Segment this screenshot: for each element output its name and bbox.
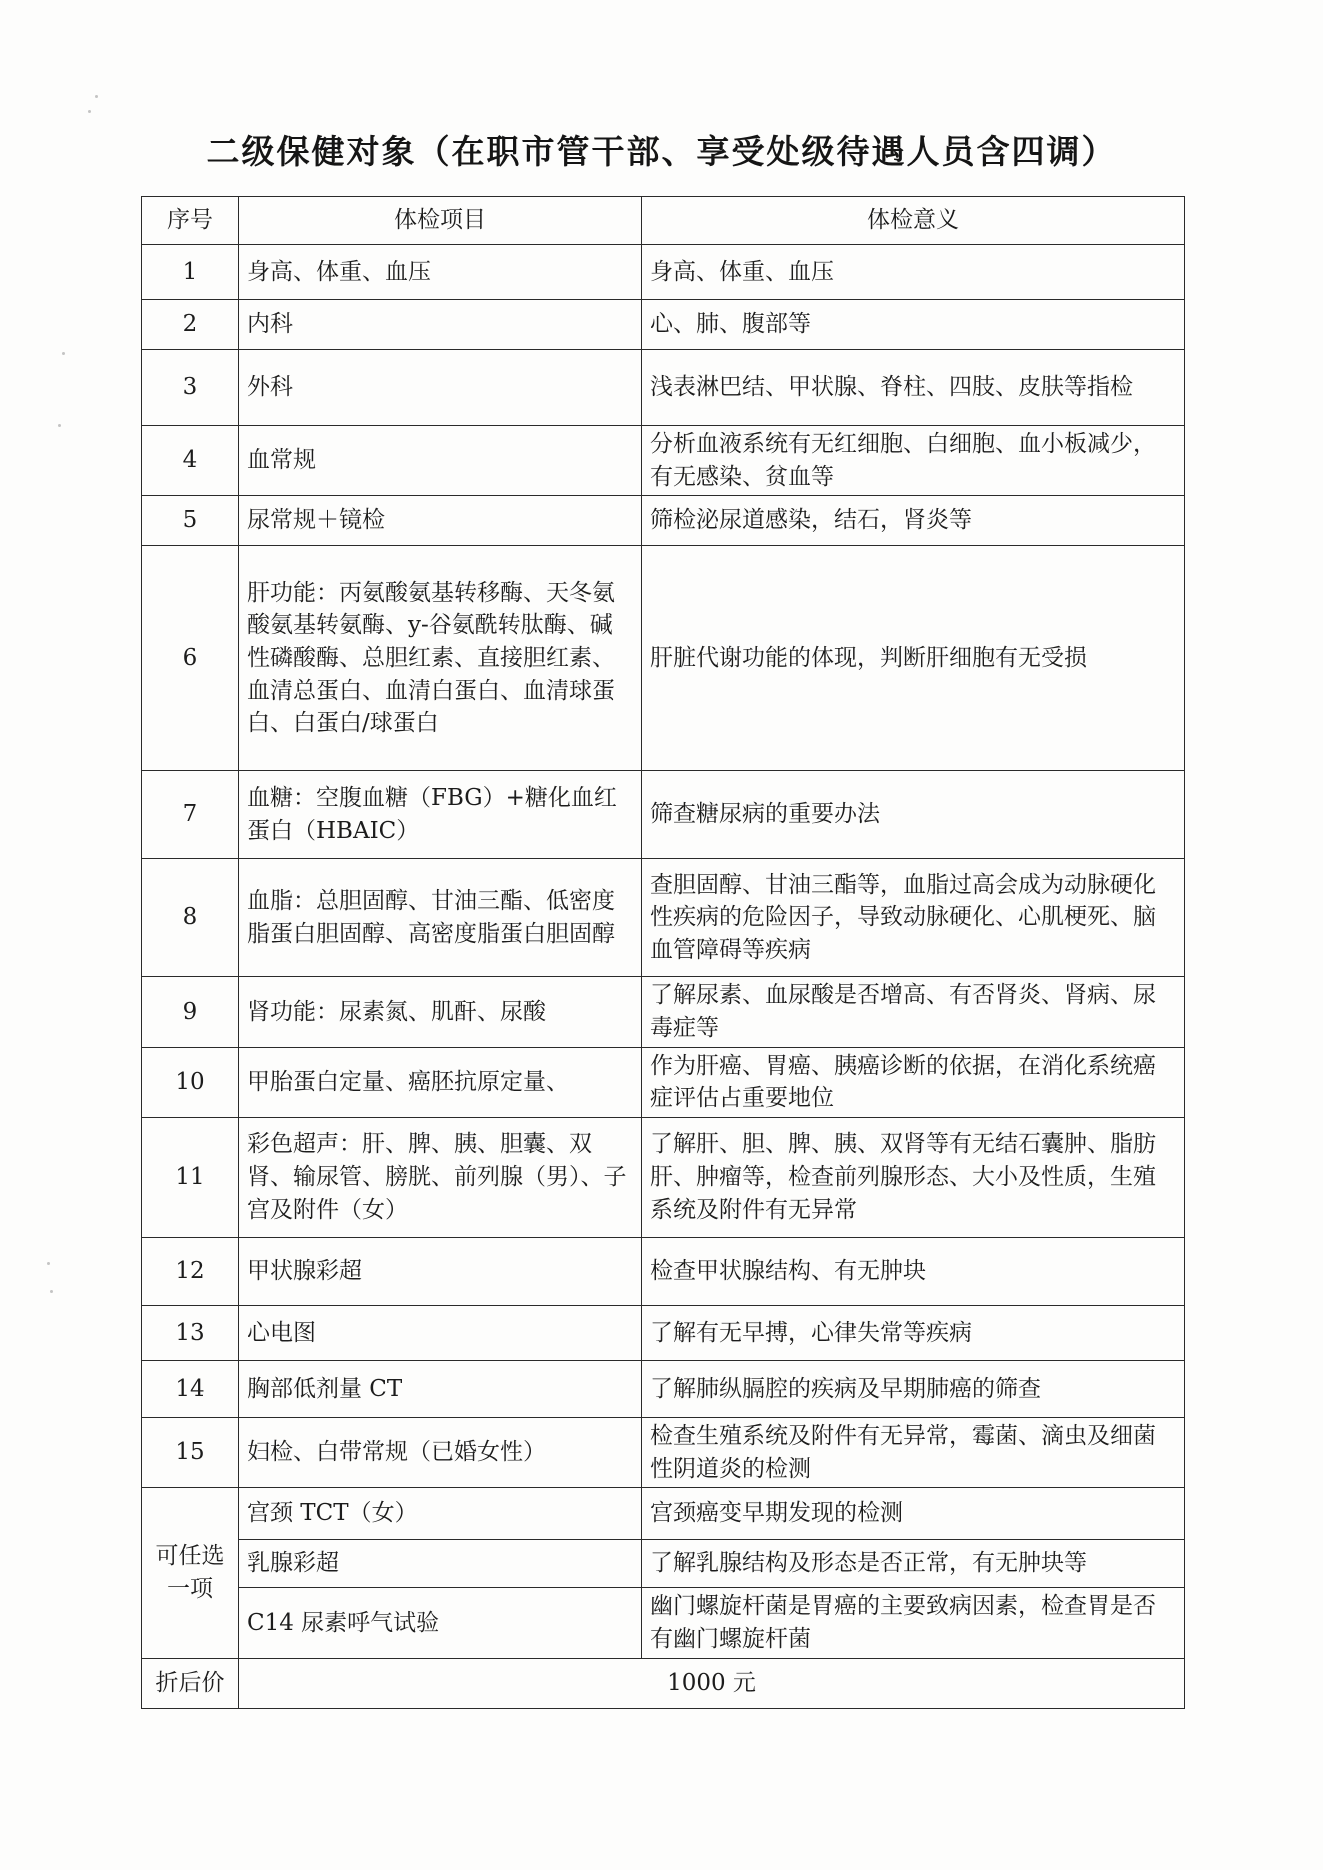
row-number: 12 xyxy=(142,1237,239,1305)
header-no: 序号 xyxy=(142,197,239,245)
table-row xyxy=(142,859,1185,977)
exam-significance: 作为肝癌、胃癌、胰癌诊断的依据，在消化系统癌症评估占重要地位 xyxy=(642,1047,1185,1117)
optional-significance: 了解乳腺结构及形态是否正常，有无肿块等 xyxy=(642,1540,1185,1588)
header-significance: 体检意义 xyxy=(642,197,1185,245)
row-number: 13 xyxy=(142,1305,239,1360)
exam-significance: 筛查糖尿病的重要办法 xyxy=(642,771,1185,859)
exam-item: 外科 xyxy=(239,350,642,426)
table-row xyxy=(142,1588,1185,1658)
exam-significance: 了解肺纵膈腔的疾病及早期肺癌的筛查 xyxy=(642,1360,1185,1417)
exam-significance: 查胆固醇、甘油三酯等，血脂过高会成为动脉硬化性疾病的危险因子，导致动脉硬化、心肌梗死、脑血管障碍等疾病 xyxy=(642,859,1185,977)
row-number: 14 xyxy=(142,1360,239,1417)
exam-item: 血常规 xyxy=(239,426,642,496)
scan-speck xyxy=(58,424,61,427)
exam-significance: 检查甲状腺结构、有无肿块 xyxy=(642,1237,1185,1305)
table-row xyxy=(142,300,1185,350)
row-number: 9 xyxy=(142,977,239,1047)
table-row xyxy=(142,1417,1185,1487)
exam-significance: 了解尿素、血尿酸是否增高、有否肾炎、肾病、尿毒症等 xyxy=(642,977,1185,1047)
exam-significance: 检查生殖系统及附件有无异常，霉菌、滴虫及细菌性阴道炎的检测 xyxy=(642,1417,1185,1487)
table-row xyxy=(142,496,1185,546)
optional-item: C14 尿素呼气试验 xyxy=(239,1588,642,1658)
price-label: 折后价 xyxy=(142,1658,239,1708)
row-number: 2 xyxy=(142,300,239,350)
table-row xyxy=(142,771,1185,859)
optional-item: 乳腺彩超 xyxy=(239,1540,642,1588)
scan-speck xyxy=(62,352,65,355)
exam-table xyxy=(141,196,1185,1709)
exam-significance: 分析血液系统有无红细胞、白细胞、血小板减少，有无感染、贫血等 xyxy=(642,426,1185,496)
exam-significance: 筛检泌尿道感染，结石，肾炎等 xyxy=(642,496,1185,546)
exam-item: 血糖：空腹血糖（FBG）+糖化血红蛋白（HBAIC） xyxy=(239,771,642,859)
exam-item: 甲状腺彩超 xyxy=(239,1237,642,1305)
exam-significance: 了解有无早搏，心律失常等疾病 xyxy=(642,1305,1185,1360)
exam-item: 妇检、白带常规（已婚女性） xyxy=(239,1417,642,1487)
row-number: 8 xyxy=(142,859,239,977)
table-row xyxy=(142,977,1185,1047)
exam-item: 肾功能：尿素氮、肌酐、尿酸 xyxy=(239,977,642,1047)
row-number: 5 xyxy=(142,496,239,546)
table-row xyxy=(142,1117,1185,1237)
optional-label: 可任选一项 xyxy=(142,1488,239,1658)
exam-item: 尿常规＋镜检 xyxy=(239,496,642,546)
table-row xyxy=(142,350,1185,426)
exam-item: 胸部低剂量 CT xyxy=(239,1360,642,1417)
exam-item: 心电图 xyxy=(239,1305,642,1360)
optional-item: 宫颈 TCT（女） xyxy=(239,1488,642,1540)
exam-significance: 浅表淋巴结、甲状腺、脊柱、四肢、皮肤等指检 xyxy=(642,350,1185,426)
exam-item: 甲胎蛋白定量、癌胚抗原定量、 xyxy=(239,1047,642,1117)
table-row xyxy=(142,245,1185,300)
row-number: 6 xyxy=(142,546,239,771)
optional-significance: 宫颈癌变早期发现的检测 xyxy=(642,1488,1185,1540)
exam-item: 身高、体重、血压 xyxy=(239,245,642,300)
exam-significance: 肝脏代谢功能的体现，判断肝细胞有无受损 xyxy=(642,546,1185,771)
exam-item: 内科 xyxy=(239,300,642,350)
scan-speck xyxy=(47,1262,50,1265)
scan-speck xyxy=(95,95,98,98)
row-number: 4 xyxy=(142,426,239,496)
table-header-row xyxy=(142,197,1185,245)
price-value: 1000 元 xyxy=(239,1658,1185,1708)
exam-item: 肝功能：丙氨酸氨基转移酶、天冬氨酸氨基转氨酶、y-谷氨酰转肽酶、碱性磷酸酶、总胆红素、直接胆红素、血清总蛋白、血清白蛋白、血清球蛋白、白蛋白/球蛋白 xyxy=(239,546,642,771)
table-row xyxy=(142,1305,1185,1360)
row-number: 10 xyxy=(142,1047,239,1117)
page-title: 二级保健对象（在职市管干部、享受处级待遇人员含四调） xyxy=(206,132,1117,171)
exam-significance: 了解肝、胆、脾、胰、双肾等有无结石囊肿、脂肪肝、肿瘤等，检查前列腺形态、大小及性质，生殖系统及附件有无异常 xyxy=(642,1117,1185,1237)
table-row xyxy=(142,1488,1185,1540)
table-row xyxy=(142,546,1185,771)
row-number: 7 xyxy=(142,771,239,859)
header-item: 体检项目 xyxy=(239,197,642,245)
row-number: 3 xyxy=(142,350,239,426)
exam-significance: 心、肺、腹部等 xyxy=(642,300,1185,350)
table-row xyxy=(142,426,1185,496)
row-number: 15 xyxy=(142,1417,239,1487)
table-row xyxy=(142,1540,1185,1588)
table-row xyxy=(142,1047,1185,1117)
exam-item: 彩色超声：肝、脾、胰、胆囊、双肾、输尿管、膀胱、前列腺（男）、子宫及附件（女） xyxy=(239,1117,642,1237)
scan-speck xyxy=(88,110,91,113)
table-row xyxy=(142,1237,1185,1305)
price-row xyxy=(142,1658,1185,1708)
scan-speck xyxy=(50,1290,53,1293)
exam-item: 血脂：总胆固醇、甘油三酯、低密度脂蛋白胆固醇、高密度脂蛋白胆固醇 xyxy=(239,859,642,977)
row-number: 11 xyxy=(142,1117,239,1237)
row-number: 1 xyxy=(142,245,239,300)
exam-significance: 身高、体重、血压 xyxy=(642,245,1185,300)
table-row xyxy=(142,1360,1185,1417)
optional-significance: 幽门螺旋杆菌是胃癌的主要致病因素，检查胃是否有幽门螺旋杆菌 xyxy=(642,1588,1185,1658)
